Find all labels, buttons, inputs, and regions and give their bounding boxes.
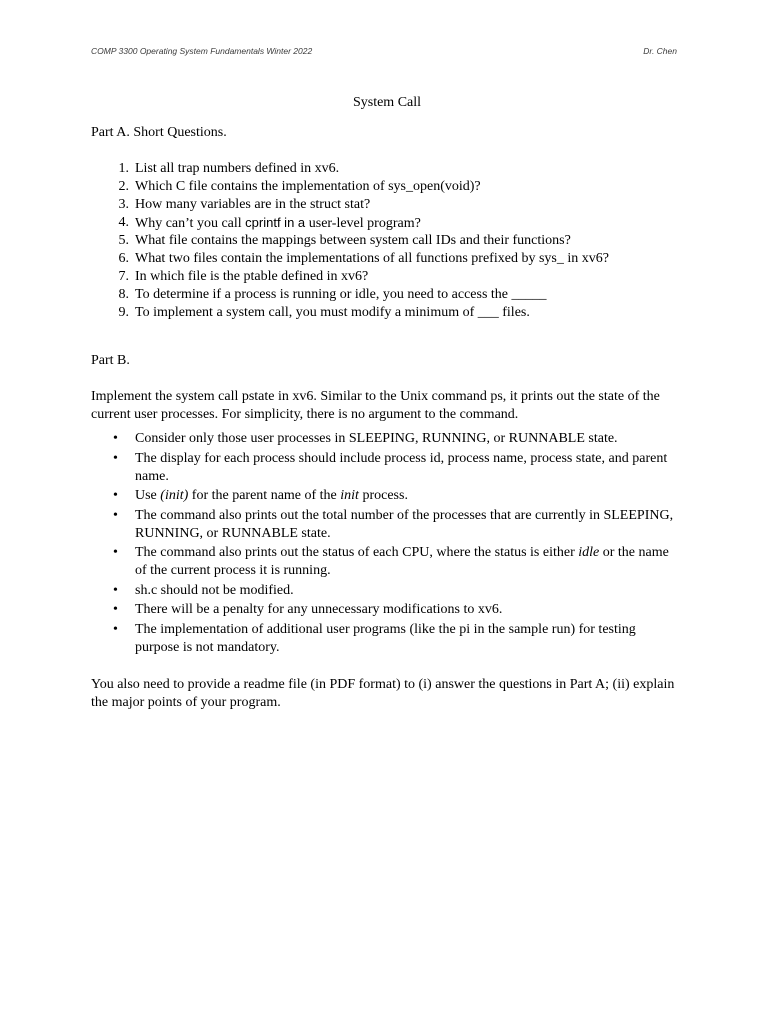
part-b-heading: Part B. (91, 353, 130, 368)
code-cprintf: cprintf (245, 215, 281, 230)
bullet-icon: • (113, 450, 118, 466)
question-item: 5. What file contains the mappings between system call IDs and their functions? (118, 233, 571, 248)
question-item: 4. Why can’t you call cprintf in a user-level program? (118, 215, 421, 231)
question-item: 1. List all trap numbers defined in xv6. (118, 161, 340, 176)
document-title: System Call (352, 95, 422, 110)
bullet-icon: • (113, 488, 118, 503)
requirement-item: • The implementation of additional user programs (like the pi in the sample run) for testing purpose is not mandatory. (113, 621, 636, 655)
bullet-icon: • (113, 582, 118, 598)
question-item: 3. How many variables are in the struct stat? (118, 197, 371, 212)
bullet-icon: • (113, 602, 118, 617)
part-a-heading: Part A. Short Questions. (91, 125, 227, 140)
requirement-item: • Consider only those user processes in SLEEPING, RUNNING, or RUNNABLE state. (113, 431, 618, 446)
question-item: 2. Which C file contains the implementation of sys_open(void)? (118, 179, 481, 194)
part-b-requirement-list (91, 430, 683, 657)
header-course: COMP 3300 Operating System Fundamentals Winter 2022 (91, 46, 313, 56)
requirement-item: • The display for each process should include process id, process name, process state, and parent name. (113, 450, 668, 484)
closing-paragraph: You also need to provide a readme file (in PDF format) to (i) answer the questions in Part A; (ii) explain the major points of your program. (91, 676, 675, 710)
header-instructor: Dr. Chen (643, 46, 677, 56)
page-header (91, 46, 677, 60)
requirement-item: • There will be a penalty for any unnecessary modifications to xv6. (113, 602, 503, 617)
question-item: 7. In which file is the ptable defined in xv6? (118, 269, 369, 284)
requirement-item: • Use (init) for the parent name of the init process. (113, 488, 408, 503)
bullet-icon: • (113, 621, 118, 637)
part-a-question-list (91, 160, 683, 322)
question-item: 8. To determine if a process is running or idle, you need to access the _____ (118, 287, 547, 302)
document-body (91, 94, 683, 712)
requirement-item: • The command also prints out the total number of the processes that are currently in SLEEPING, RUNNING, or RUNNABLE state. (113, 507, 674, 541)
requirement-item: • sh.c should not be modified. (113, 582, 294, 598)
question-item: 6. What two files contain the implementations of all functions prefixed by sys_ in xv6? (118, 251, 609, 266)
question-item: 9. To implement a system call, you must modify a minimum of ___ files. (118, 305, 530, 320)
requirement-item: • The command also prints out the status of each CPU, where the status is either idle or the name of the current process it is running. (113, 545, 669, 578)
bullet-icon: • (113, 545, 118, 560)
bullet-icon: • (113, 507, 118, 523)
bullet-icon: • (113, 431, 118, 446)
part-b-intro: Implement the system call pstate in xv6. Similar to the Unix command ps, it prints out the state of the current user processes. For simplicity, there is no argument to the command. (91, 389, 660, 422)
